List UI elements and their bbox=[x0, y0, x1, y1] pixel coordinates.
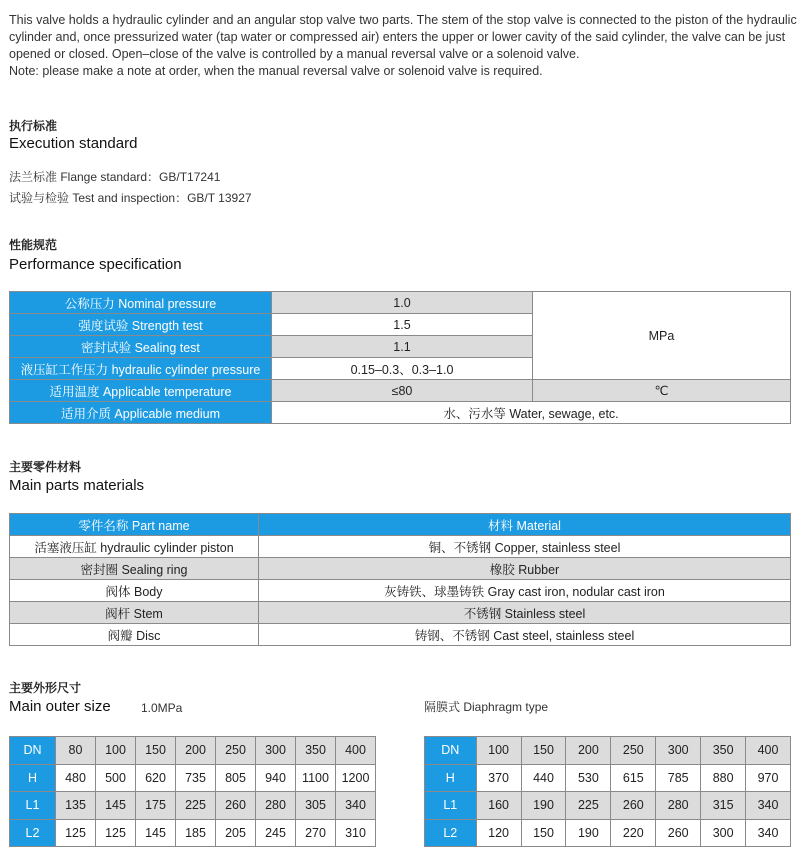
cell: 310 bbox=[336, 819, 376, 847]
table-row bbox=[10, 380, 791, 402]
cell: 205 bbox=[216, 819, 256, 847]
cell: 160 bbox=[476, 792, 521, 820]
cell: 300 bbox=[656, 737, 701, 765]
row-label: 强度试验 Strength test bbox=[10, 314, 272, 336]
cell: 880 bbox=[701, 764, 746, 792]
row-head: L1 bbox=[425, 792, 477, 820]
row-value: 1.0 bbox=[272, 292, 533, 314]
row-head: L2 bbox=[425, 819, 477, 847]
row-value: 1.1 bbox=[272, 336, 533, 358]
row-head: H bbox=[10, 764, 56, 792]
table-header-row bbox=[10, 514, 791, 536]
part-name: 阀瓣 Disc bbox=[10, 624, 259, 646]
cell: 785 bbox=[656, 764, 701, 792]
performance-title-en: Performance specification bbox=[9, 256, 182, 273]
size-pressure: 1.0MPa bbox=[141, 701, 183, 715]
cell: 440 bbox=[521, 764, 566, 792]
table-row bbox=[10, 292, 791, 314]
cell: 1100 bbox=[296, 764, 336, 792]
cell: 190 bbox=[566, 819, 611, 847]
part-name: 阀体 Body bbox=[10, 580, 259, 602]
execution-title-cn: 执行标准 bbox=[9, 119, 58, 133]
materials-title-en: Main parts materials bbox=[9, 477, 145, 494]
cell: 145 bbox=[96, 792, 136, 820]
diaphragm-label: 隔膜式 Diaphragm type bbox=[424, 700, 549, 714]
cell: 250 bbox=[611, 737, 656, 765]
cell: 805 bbox=[216, 764, 256, 792]
part-name: 阀杆 Stem bbox=[10, 602, 259, 624]
material: 橡胶 Rubber bbox=[259, 558, 791, 580]
table-row bbox=[10, 580, 791, 602]
size-table-right bbox=[424, 736, 791, 847]
cell: 190 bbox=[521, 792, 566, 820]
cell: 125 bbox=[56, 819, 96, 847]
cell: 280 bbox=[256, 792, 296, 820]
cell: 250 bbox=[216, 737, 256, 765]
part-name: 密封圈 Sealing ring bbox=[10, 558, 259, 580]
table-row bbox=[10, 536, 791, 558]
cell: 145 bbox=[136, 819, 176, 847]
temperature-unit: ℃ bbox=[533, 380, 791, 402]
performance-table bbox=[9, 291, 791, 424]
row-value: ≤80 bbox=[272, 380, 533, 402]
cell: 300 bbox=[701, 819, 746, 847]
header-material: 材料 Material bbox=[259, 514, 791, 536]
cell: 615 bbox=[611, 764, 656, 792]
cell: 480 bbox=[56, 764, 96, 792]
size-title-cn: 主要外形尺寸 bbox=[9, 681, 82, 695]
cell: 150 bbox=[521, 737, 566, 765]
cell: 400 bbox=[336, 737, 376, 765]
cell: 125 bbox=[96, 819, 136, 847]
cell: 150 bbox=[136, 737, 176, 765]
row-value: 1.5 bbox=[272, 314, 533, 336]
material: 铸钢、不锈钢 Cast steel, stainless steel bbox=[259, 624, 791, 646]
cell: 350 bbox=[296, 737, 336, 765]
cell: 80 bbox=[56, 737, 96, 765]
table-row bbox=[425, 764, 791, 792]
cell: 270 bbox=[296, 819, 336, 847]
row-head: DN bbox=[425, 737, 477, 765]
row-head: H bbox=[425, 764, 477, 792]
row-head: DN bbox=[10, 737, 56, 765]
intro-note: Note: please make a note at order, when the manual reversal valve or solenoid valve is required. bbox=[9, 64, 543, 78]
performance-title-cn: 性能规范 bbox=[9, 238, 58, 252]
cell: 185 bbox=[176, 819, 216, 847]
cell: 530 bbox=[566, 764, 611, 792]
row-value: 0.15–0.3、0.3–1.0 bbox=[272, 358, 533, 380]
table-row bbox=[10, 402, 791, 424]
cell: 100 bbox=[96, 737, 136, 765]
cell: 305 bbox=[296, 792, 336, 820]
material: 灰铸铁、球墨铸铁 Gray cast iron, nodular cast iron bbox=[259, 580, 791, 602]
pressure-unit: MPa bbox=[533, 292, 791, 380]
cell: 200 bbox=[566, 737, 611, 765]
row-head: L1 bbox=[10, 792, 56, 820]
table-row bbox=[425, 737, 791, 765]
cell: 135 bbox=[56, 792, 96, 820]
table-row bbox=[10, 737, 376, 765]
table-row bbox=[10, 558, 791, 580]
materials-title-cn: 主要零件材料 bbox=[9, 460, 82, 474]
table-row bbox=[425, 819, 791, 847]
cell: 150 bbox=[521, 819, 566, 847]
material: 铜、不锈钢 Copper, stainless steel bbox=[259, 536, 791, 558]
cell: 225 bbox=[566, 792, 611, 820]
intro-paragraph: This valve holds a hydraulic cylinder and an angular stop valve two parts. The stem of the stop valve is connected to the piston of the hydraulic cylinder and, once pressurized water (tap water or compressed air) enters the upper or lower cavity of the said cylinder, the valve can be just opened or closed. Open–close of the valve is controlled by a manual reversal valve or a solenoid valve. bbox=[9, 13, 797, 61]
cell: 970 bbox=[746, 764, 791, 792]
size-table-left bbox=[9, 736, 376, 847]
cell: 220 bbox=[611, 819, 656, 847]
cell: 260 bbox=[611, 792, 656, 820]
row-label: 公称压力 Nominal pressure bbox=[10, 292, 272, 314]
row-label: 适用介质 Applicable medium bbox=[10, 402, 272, 424]
cell: 370 bbox=[476, 764, 521, 792]
table-row bbox=[10, 602, 791, 624]
cell: 225 bbox=[176, 792, 216, 820]
table-row bbox=[10, 819, 376, 847]
table-row bbox=[10, 764, 376, 792]
materials-table bbox=[9, 513, 791, 646]
table-row bbox=[10, 792, 376, 820]
cell: 260 bbox=[656, 819, 701, 847]
execution-title-en: Execution standard bbox=[9, 135, 138, 152]
cell: 350 bbox=[701, 737, 746, 765]
cell: 100 bbox=[476, 737, 521, 765]
cell: 340 bbox=[336, 792, 376, 820]
intro-text bbox=[9, 12, 797, 80]
cell: 620 bbox=[136, 764, 176, 792]
cell: 120 bbox=[476, 819, 521, 847]
table-row bbox=[425, 792, 791, 820]
cell: 300 bbox=[256, 737, 296, 765]
cell: 940 bbox=[256, 764, 296, 792]
size-title-en: Main outer size bbox=[9, 698, 111, 715]
test-inspection: 试验与检验 Test and inspection：GB/T 13927 bbox=[9, 191, 252, 205]
row-head: L2 bbox=[10, 819, 56, 847]
cell: 735 bbox=[176, 764, 216, 792]
cell: 400 bbox=[746, 737, 791, 765]
flange-standard: 法兰标准 Flange standard：GB/T17241 bbox=[9, 170, 221, 184]
cell: 280 bbox=[656, 792, 701, 820]
cell: 245 bbox=[256, 819, 296, 847]
material: 不锈钢 Stainless steel bbox=[259, 602, 791, 624]
part-name: 活塞液压缸 hydraulic cylinder piston bbox=[10, 536, 259, 558]
cell: 200 bbox=[176, 737, 216, 765]
row-label: 液压缸工作压力 hydraulic cylinder pressure bbox=[10, 358, 272, 380]
cell: 340 bbox=[746, 792, 791, 820]
cell: 500 bbox=[96, 764, 136, 792]
header-part-name: 零件名称 Part name bbox=[10, 514, 259, 536]
cell: 175 bbox=[136, 792, 176, 820]
cell: 1200 bbox=[336, 764, 376, 792]
cell: 315 bbox=[701, 792, 746, 820]
row-value: 水、污水等 Water, sewage, etc. bbox=[272, 402, 791, 424]
cell: 260 bbox=[216, 792, 256, 820]
cell: 340 bbox=[746, 819, 791, 847]
row-label: 密封试验 Sealing test bbox=[10, 336, 272, 358]
row-label: 适用温度 Applicable temperature bbox=[10, 380, 272, 402]
table-row bbox=[10, 624, 791, 646]
